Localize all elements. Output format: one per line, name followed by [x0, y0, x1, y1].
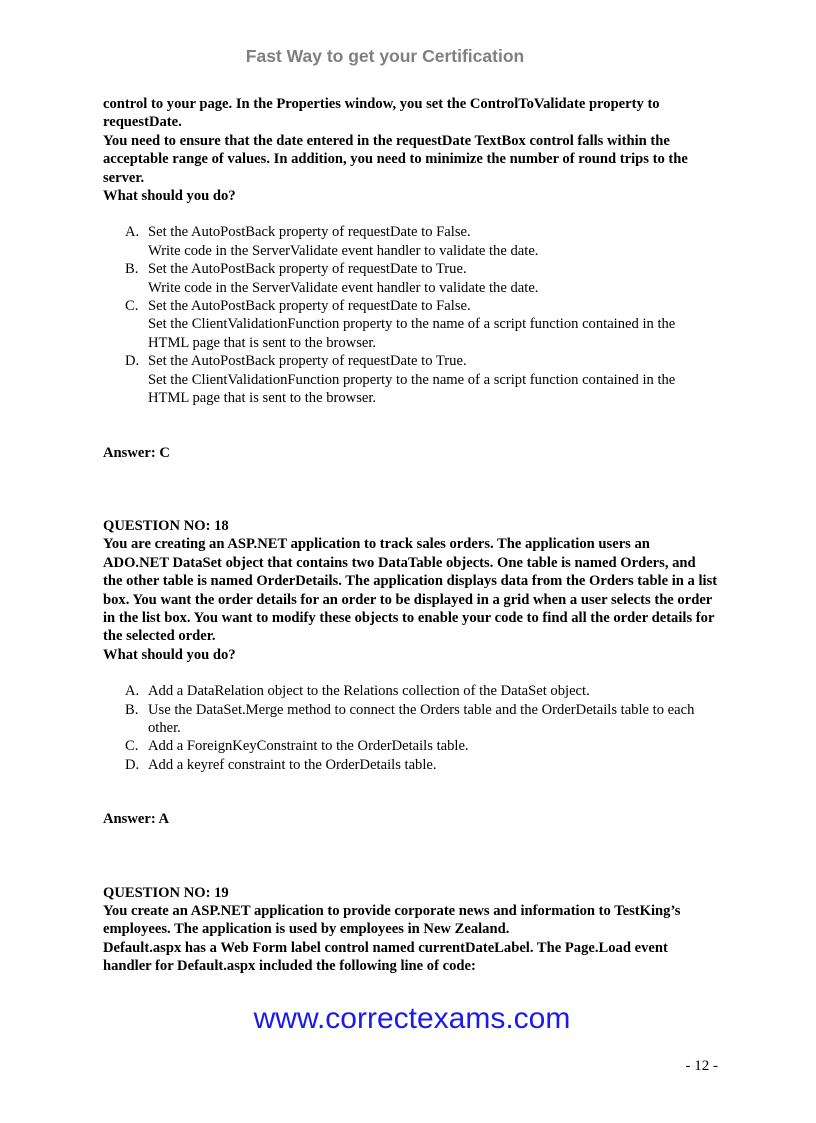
- q18-heading: QUESTION NO: 18: [103, 517, 229, 534]
- option-line: Set the ClientValidationFunction property to the name of a script function contained in the HTML page that is sent to the browser.: [148, 371, 676, 407]
- q17-option-c: [125, 297, 718, 352]
- option-text: [148, 297, 718, 352]
- option-letter: D.: [125, 353, 140, 370]
- option-letter: B.: [125, 261, 139, 278]
- q17-option-a: [125, 223, 718, 260]
- option-text: Add a keyref constraint to the OrderDetails table.: [148, 756, 437, 773]
- q18-body: You are creating an ASP.NET application to track sales orders. The application users an ADO.NET DataSet object that contains two DataTable objects. One table is named Orders, and the other table is named OrderDetails. The application displays data from the Orders table in a list box. You want the order details for an order to be displayed in a grid when a user selects the order in the list box. You want to modify these objects to enable your code to find all the order details for the selected order.: [103, 536, 718, 645]
- q17-intro-line-1: control to your page. In the Properties window, you set the ControlToValidate property to requestDate.: [103, 96, 660, 131]
- q18-option-b: [125, 701, 718, 738]
- question-18: [103, 517, 718, 829]
- option-line: Set the AutoPostBack property of requestDate to False.: [148, 224, 471, 241]
- q17-prompt: What should you do?: [103, 188, 236, 205]
- option-line: Set the AutoPostBack property of requestDate to False.: [148, 298, 471, 315]
- option-line: Set the ClientValidationFunction property to the name of a script function contained in the HTML page that is sent to the browser.: [148, 316, 676, 351]
- q18-prompt: What should you do?: [103, 646, 236, 663]
- option-text: Add a DataRelation object to the Relations collection of the DataSet object.: [148, 683, 590, 700]
- document-body: [103, 95, 718, 976]
- q17-option-b: [125, 260, 718, 297]
- website-link[interactable]: www.correctexams.com: [253, 1002, 571, 1035]
- option-line: Set the AutoPostBack property of requestDate to True.: [148, 353, 467, 370]
- option-text: [148, 223, 718, 260]
- option-letter: C.: [125, 298, 139, 315]
- option-text: Use the DataSet.Merge method to connect the Orders table and the OrderDetails table to each other.: [148, 701, 695, 736]
- q18-options: [103, 682, 718, 774]
- option-letter: D.: [125, 756, 140, 773]
- q18-answer: Answer: A: [103, 811, 170, 828]
- question-19: [103, 884, 718, 976]
- option-letter: A.: [125, 224, 140, 241]
- q17-option-d: [125, 352, 718, 407]
- q17-options: [103, 223, 718, 407]
- option-text: [148, 260, 718, 297]
- q19-body-2: Default.aspx has a Web Form label control named currentDateLabel. The Page.Load event handler for Default.aspx included the following line of code:: [103, 939, 668, 975]
- option-line: Set the AutoPostBack property of requestDate to True.: [148, 261, 467, 278]
- q19-heading: QUESTION NO: 19: [103, 884, 229, 901]
- option-text: [148, 352, 718, 407]
- q18-option-d: [125, 756, 718, 774]
- question-17: [103, 95, 718, 462]
- q17-answer: Answer: C: [103, 444, 170, 461]
- option-letter: B.: [125, 701, 139, 718]
- option-line: Write code in the ServerValidate event handler to validate the date.: [148, 242, 539, 259]
- option-letter: C.: [125, 738, 139, 755]
- q18-option-c: [125, 737, 718, 755]
- q18-option-a: [125, 682, 718, 700]
- q17-intro-line-2: You need to ensure that the date entered in the requestDate TextBox control falls within the acceptable range of values. In addition, you need to minimize the number of round trips to the server.: [103, 132, 688, 186]
- page-header-title: Fast Way to get your Certification: [245, 46, 525, 66]
- option-line: Write code in the ServerValidate event handler to validate the date.: [148, 279, 539, 296]
- option-letter: A.: [125, 683, 140, 700]
- option-text: Add a ForeignKeyConstraint to the OrderDetails table.: [148, 738, 469, 755]
- page-number: - 12 -: [685, 1058, 718, 1074]
- q19-body-1: You create an ASP.NET application to provide corporate news and information to TestKing’s employees. The application is used by employees in New Zealand.: [103, 903, 681, 938]
